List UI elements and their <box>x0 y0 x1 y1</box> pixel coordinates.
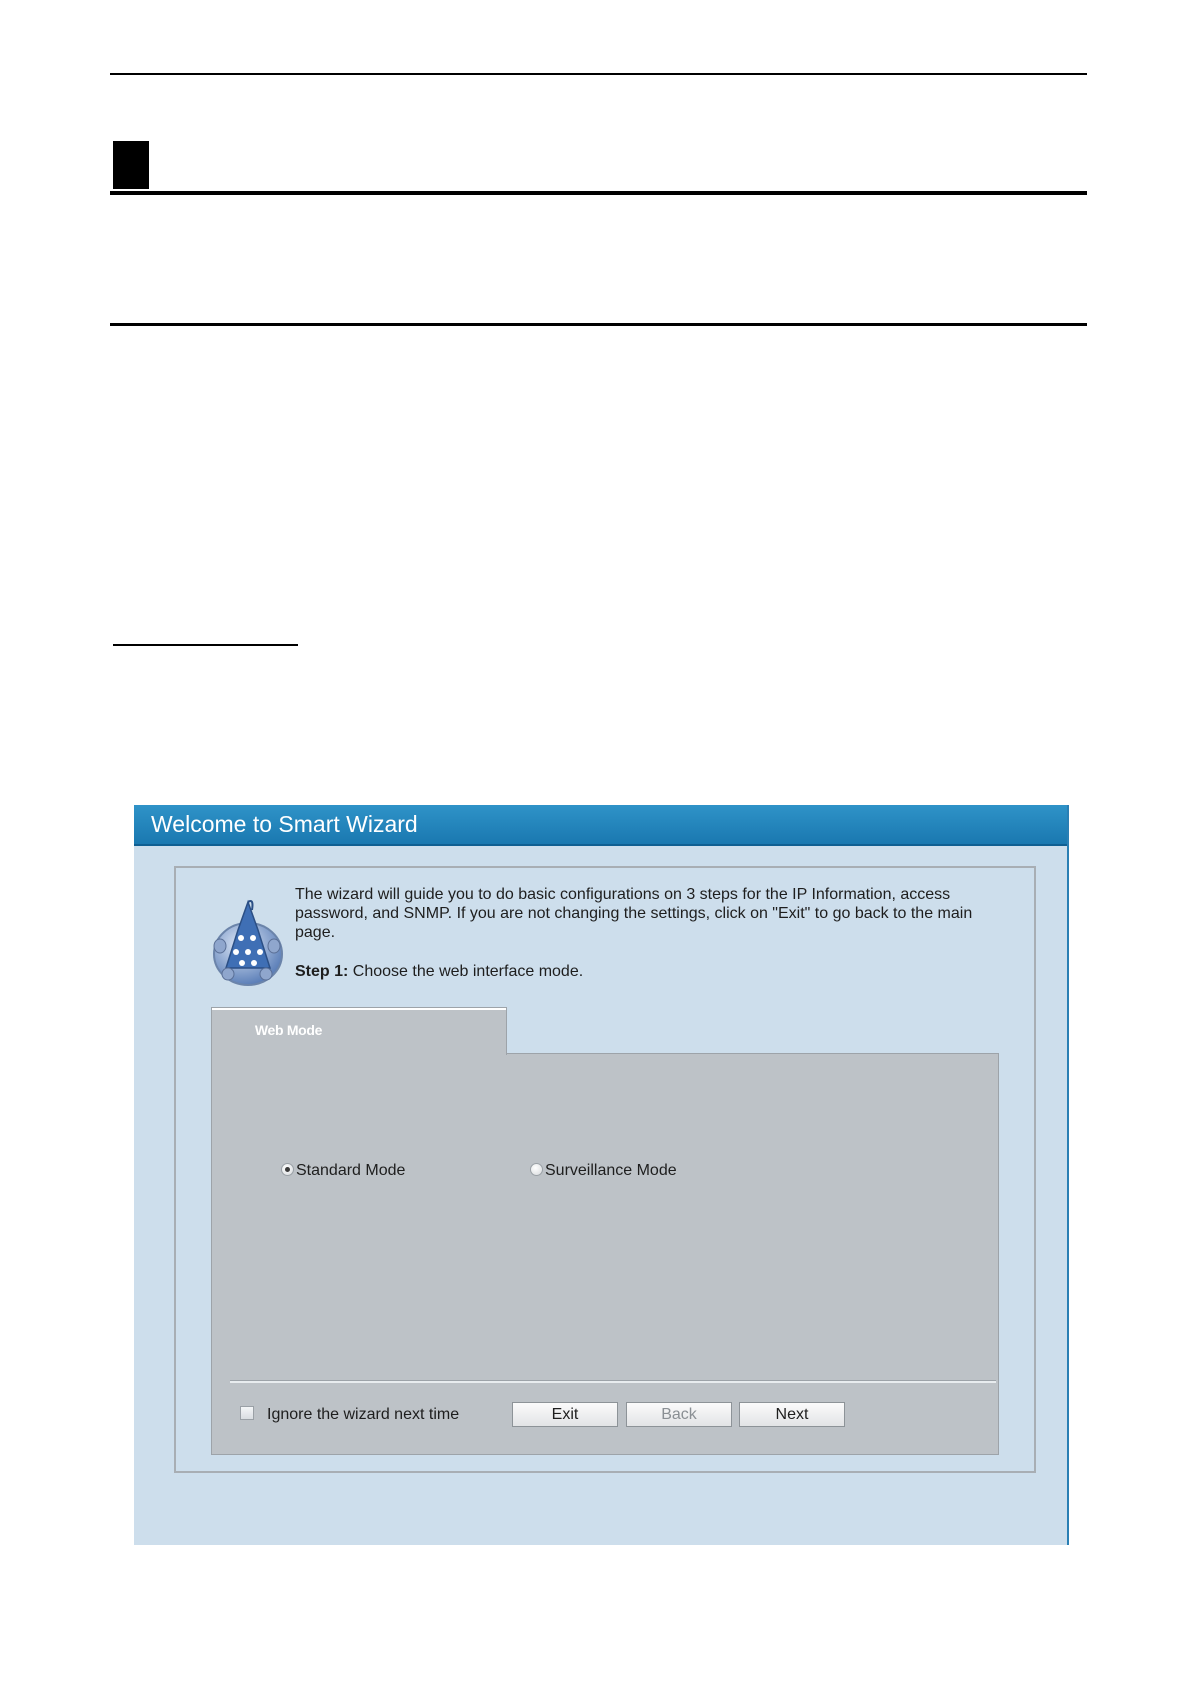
wizard-title: Welcome to Smart Wizard <box>151 811 418 837</box>
chapter-heading-rule <box>110 191 1087 195</box>
exit-button[interactable]: Exit <box>512 1402 618 1427</box>
wizard-intro-text: The wizard will guide you to do basic configurations on 3 steps for the IP Information, access password, and SNMP. If you are not changing the settings, click on "Exit" to go back to the main page. <box>295 886 973 941</box>
ignore-wizard-label[interactable]: Ignore the wizard next time <box>267 1406 460 1423</box>
surveillance-mode-label[interactable]: Surveillance Mode <box>545 1162 677 1179</box>
tab-web-mode[interactable] <box>211 1007 507 1055</box>
standard-mode-label[interactable]: Standard Mode <box>296 1162 406 1179</box>
ignore-wizard-checkbox[interactable] <box>240 1406 254 1420</box>
page-top-rule <box>110 73 1087 75</box>
next-button[interactable]: Next <box>739 1402 845 1427</box>
chapter-marker <box>113 141 149 189</box>
section-rule <box>110 323 1087 326</box>
step-label: Step 1: <box>295 963 349 980</box>
surveillance-mode-radio[interactable] <box>530 1163 543 1176</box>
standard-mode-radio[interactable] <box>281 1163 294 1176</box>
wizard-logo-icon <box>208 896 286 988</box>
web-mode-tab-body <box>211 1053 999 1455</box>
step-description: Choose the web interface mode. <box>352 963 584 980</box>
wizard-panel <box>174 866 1036 1473</box>
subsection-underline <box>113 644 298 646</box>
smart-wizard-window <box>134 805 1069 1545</box>
back-button[interactable]: Back <box>626 1402 732 1427</box>
tab-web-mode-label: Web Mode <box>254 1022 323 1038</box>
wizard-header <box>134 805 1067 846</box>
wizard-step-text <box>295 963 583 981</box>
footer-divider <box>230 1380 996 1383</box>
